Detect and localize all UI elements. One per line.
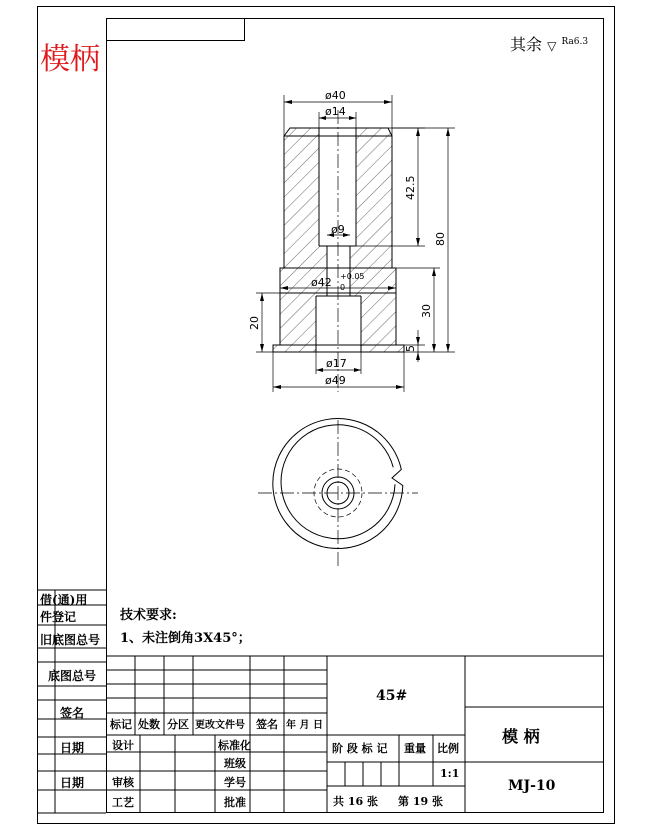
- part-name: 模 柄: [502, 727, 540, 746]
- role-approve: 批准: [224, 796, 246, 809]
- role-design: 设计: [112, 739, 134, 752]
- tech-requirement-item: 1、未注倒角3X45°；: [120, 631, 251, 646]
- dim-h80: 80: [434, 232, 447, 246]
- roughness-value: Ra6.3: [561, 37, 589, 47]
- strip-label-old-drawing-no: 旧底图总号: [40, 633, 101, 647]
- role-process: 工艺: [112, 796, 134, 809]
- sheet-no: 第 19 张: [398, 795, 443, 808]
- role-check: 审核: [112, 776, 134, 789]
- dim-d17: ø17: [326, 357, 347, 370]
- weight-label: 重量: [404, 742, 426, 755]
- strip-label-date-2: 日期: [60, 776, 85, 790]
- stage-mark-label: 阶 段 标 记: [332, 742, 388, 755]
- dim-d14: ø14: [325, 105, 346, 118]
- tech-requirements-title: 技术要求:: [120, 608, 177, 623]
- strip-label-drawing-no: 底图总号: [48, 669, 97, 683]
- dim-d42-tol-upper: +0.05: [340, 272, 365, 281]
- dim-h42-5: 42.5: [404, 175, 417, 200]
- role-class: 班级: [224, 757, 246, 770]
- role-standardize: 标准化: [218, 739, 251, 752]
- strip-label-register: 件登记: [40, 610, 77, 624]
- scale-label: 比例: [437, 742, 459, 755]
- strip-label-signature: 签名: [60, 706, 85, 720]
- dim-d40: ø40: [325, 89, 346, 102]
- dim-d42-tol-lower: 0: [340, 283, 346, 292]
- dim-d49: ø49: [325, 374, 346, 387]
- scale-value: 1:1: [440, 767, 460, 780]
- dim-d9: ø9: [331, 223, 345, 236]
- drawing-number: MJ-10: [508, 778, 556, 794]
- roughness-symbol: ▽: [547, 39, 557, 53]
- hdr-count: 处数: [138, 718, 160, 731]
- hdr-date: 年 月 日: [286, 720, 323, 731]
- dim-h20: 20: [248, 316, 261, 330]
- material: 45#: [376, 688, 408, 704]
- dim-h5: 5: [404, 345, 417, 352]
- strip-label-date-1: 日期: [60, 741, 85, 755]
- sheet-total: 共 16 张: [333, 795, 378, 808]
- dim-d42: ø42: [311, 276, 332, 289]
- dim-h30: 30: [420, 304, 433, 318]
- hdr-zone: 分区: [167, 718, 189, 731]
- role-student-no: 学号: [224, 776, 246, 789]
- hdr-sign: 签名: [256, 718, 278, 731]
- strip-label-borrow: 借(通)用: [40, 593, 88, 607]
- hdr-mark: 标记: [110, 718, 132, 731]
- title-stamp: 模柄: [40, 42, 100, 77]
- hdr-change-doc: 更改文件号: [195, 720, 245, 731]
- surface-note-prefix: 其余: [510, 35, 543, 54]
